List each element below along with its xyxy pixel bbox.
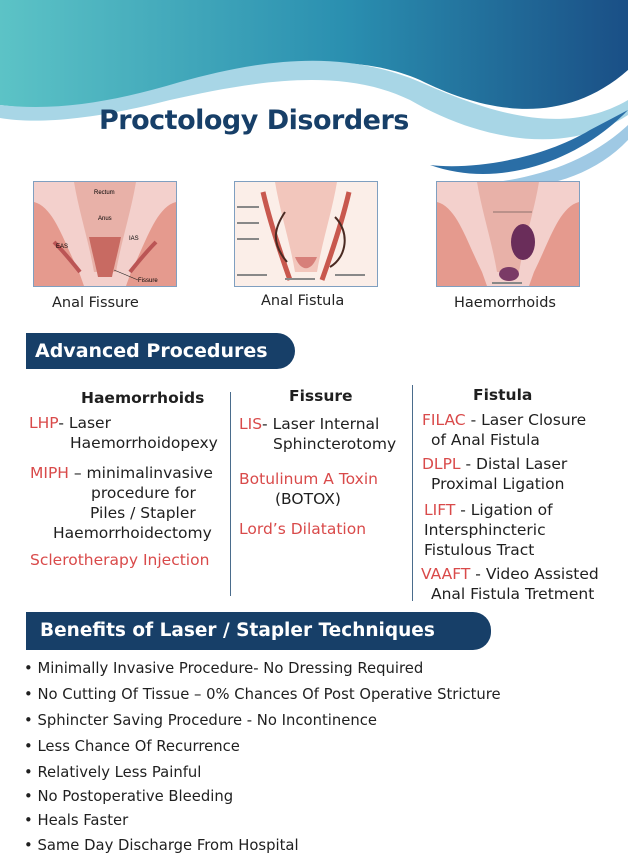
caption-anal-fistula: Anal Fistula: [261, 293, 345, 309]
advanced-procedures-heading: Advanced Procedures: [26, 333, 295, 369]
procedure-miph: [30, 463, 213, 483]
lhp-text: - Laser: [58, 414, 111, 432]
haemorrhoids-illustration: [436, 181, 580, 287]
procedure-lis-line2: Sphincterotomy: [273, 435, 397, 453]
lis-text: - Laser Internal: [262, 415, 380, 433]
list-item: • Heals Faster: [24, 811, 501, 836]
lhp-abbr: LHP: [29, 414, 59, 432]
filac-text: - Laser Closure: [465, 411, 587, 429]
procedure-filac-line2: of Anal Fistula: [431, 431, 540, 449]
procedure-filac: [422, 410, 586, 430]
caption-anal-fissure: Anal Fissure: [52, 295, 139, 311]
list-item: • No Postoperative Bleeding: [24, 787, 501, 811]
procedure-vaaft: [421, 564, 599, 584]
list-item: • Sphincter Saving Procedure - No Incontinence: [24, 711, 501, 737]
lift-abbr: LIFT: [424, 501, 456, 519]
caption-haemorrhoids: Haemorrhoids: [454, 295, 556, 311]
column-divider: [230, 392, 231, 596]
list-item: • No Cutting Of Tissue – 0% Chances Of Post Operative Stricture: [24, 685, 501, 711]
list-item: • Same Day Discharge From Hospital: [24, 836, 501, 862]
col-heading-haemorrhoids: Haemorrhoids: [81, 389, 205, 407]
procedure-miph-line3: Piles / Stapler: [90, 504, 196, 522]
anal-fistula-illustration: [234, 181, 378, 287]
label-fissure: Fissure: [138, 278, 158, 284]
miph-text: – minimalinvasive: [68, 464, 213, 482]
procedure-lhp-line2: Haemorrhoidopexy: [70, 434, 218, 452]
label-eas: EAS: [56, 244, 69, 250]
procedure-miph-line2: procedure for: [91, 484, 196, 502]
col-heading-fissure: Fissure: [289, 387, 353, 405]
procedure-sclerotherapy: Sclerotherapy Injection: [30, 551, 210, 569]
lift-text: - Ligation of: [455, 501, 553, 519]
vaaft-text: - Video Assisted: [470, 565, 599, 583]
procedure-dlpl: [422, 454, 567, 474]
procedure-lis: [239, 414, 379, 434]
page-title: Proctology Disorders: [99, 105, 409, 136]
header-wave-decoration: [0, 0, 628, 190]
anal-fissure-illustration: [33, 181, 177, 287]
procedure-lift-line3: Fistulous Tract: [424, 541, 535, 559]
label-ias: IAS: [129, 236, 139, 242]
label-anus: Anus: [98, 216, 112, 222]
list-item: • Relatively Less Painful: [24, 763, 501, 787]
procedure-botox-line2: (BOTOX): [275, 490, 341, 508]
list-item: • Minimally Invasive Procedure- No Dressing Required: [24, 659, 501, 685]
procedure-lords-dilatation: Lord’s Dilatation: [239, 520, 367, 538]
col-heading-fistula: Fistula: [473, 386, 533, 404]
list-item: • Less Chance Of Recurrence: [24, 737, 501, 763]
benefits-heading: Benefits of Laser / Stapler Techniques: [26, 612, 491, 650]
label-rectum: Rectum: [94, 190, 115, 196]
dlpl-abbr: DLPL: [422, 455, 461, 473]
vaaft-abbr: VAAFT: [421, 565, 471, 583]
benefits-list: [24, 659, 501, 862]
procedure-lift: [424, 500, 553, 520]
column-divider: [412, 385, 413, 601]
dlpl-text: - Distal Laser: [460, 455, 568, 473]
procedure-lhp: [29, 413, 111, 433]
lis-abbr: LIS: [239, 415, 263, 433]
miph-abbr: MIPH: [30, 464, 69, 482]
procedure-botox: Botulinum A Toxin: [239, 470, 378, 488]
procedure-miph-line4: Haemorrhoidectomy: [53, 524, 212, 542]
procedure-dlpl-line2: Proximal Ligation: [431, 475, 565, 493]
procedure-lift-line2: Intersphincteric: [424, 521, 546, 539]
procedure-vaaft-line2: Anal Fistula Tretment: [431, 585, 595, 603]
filac-abbr: FILAC: [422, 411, 466, 429]
